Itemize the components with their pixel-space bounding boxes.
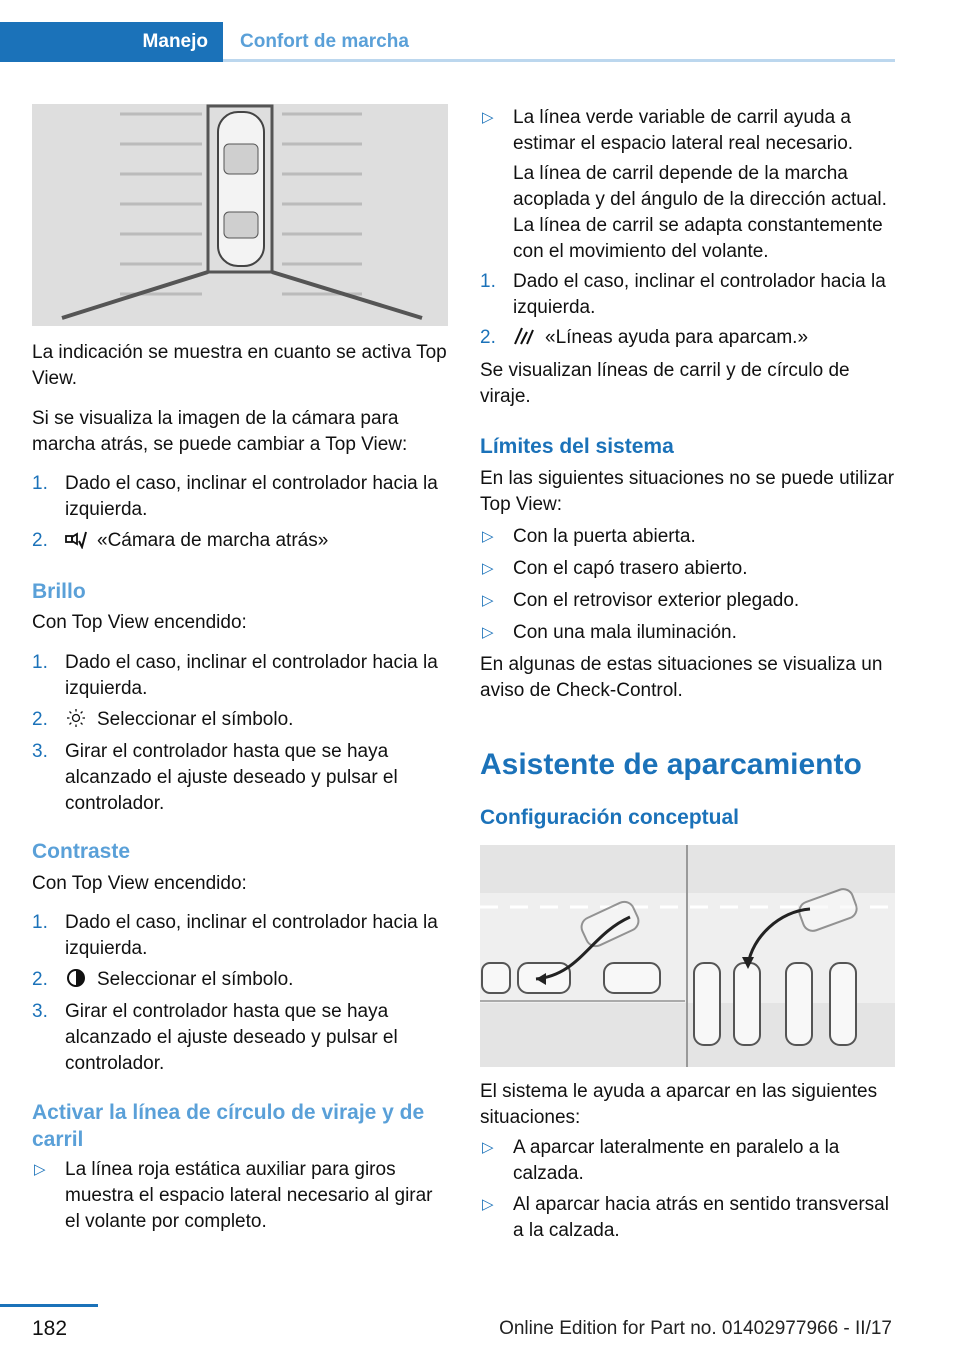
parking-lines-icon [513,326,535,346]
header-underline [223,59,895,62]
heading-brillo: Brillo [32,580,86,603]
heading-contraste: Contraste [32,840,131,863]
heading-configuracion: Configuración conceptual [480,806,740,829]
footer-rule [0,1304,98,1307]
running-header [0,22,895,62]
bullet-triangle-icon: ▷ [482,624,494,641]
section-tab[interactable]: Manejo [0,22,223,62]
bullet-triangle-icon: ▷ [482,109,494,126]
heading-activar-lineas: Activar la línea de círculo de viraje y de carril [32,1101,425,1151]
heading-limites: Límites del sistema [480,435,674,458]
top-view-figure [32,104,448,326]
limites-intro: En las siguientes situaciones no se puede utilizar Top View: [480,468,895,515]
limites-outro: En algunas de estas situaciones se visualiza un aviso de Check-Control. [480,654,883,701]
brillo-intro: Con Top View encendido: [32,612,247,633]
bullet-triangle-icon: ▷ [482,528,494,545]
bullet-triangle-icon: ▷ [482,592,494,609]
bullet-continuation: La línea de carril depende de la marcha acoplada y del ángulo de la dirección actual. La línea de carril se adapta constantemente con el movimiento del volante. [513,163,887,262]
subsection-tab[interactable]: Confort de marcha [240,31,409,52]
edition-note: Online Edition for Part no. 01402977966 - II/17 [499,1318,892,1339]
figure-caption: La indicación se muestra en cuanto se activa Top View. [32,342,447,389]
page-number: 182 [32,1317,68,1340]
intro-paragraph: Si se visualiza la imagen de la cámara para marcha atrás, se puede cambiar a Top View: [32,408,408,455]
bullet-triangle-icon: ▷ [482,560,494,577]
bullet-triangle-icon: ▷ [482,1196,494,1213]
contraste-intro: Con Top View encendido: [32,873,247,894]
parking-assistant-figure [480,845,895,1067]
lines-paragraph: Se visualizan líneas de carril y de círculo de viraje. [480,360,850,407]
contrast-icon [65,968,87,988]
bullet-triangle-icon: ▷ [34,1161,46,1178]
heading-asistente: Asistente de aparcamiento [480,748,862,781]
brightness-icon [65,708,87,728]
bullet-triangle-icon: ▷ [482,1139,494,1156]
rear-camera-icon [65,529,87,549]
sistema-intro: El sistema le ayuda a aparcar en las siguientes situaciones: [480,1081,878,1128]
